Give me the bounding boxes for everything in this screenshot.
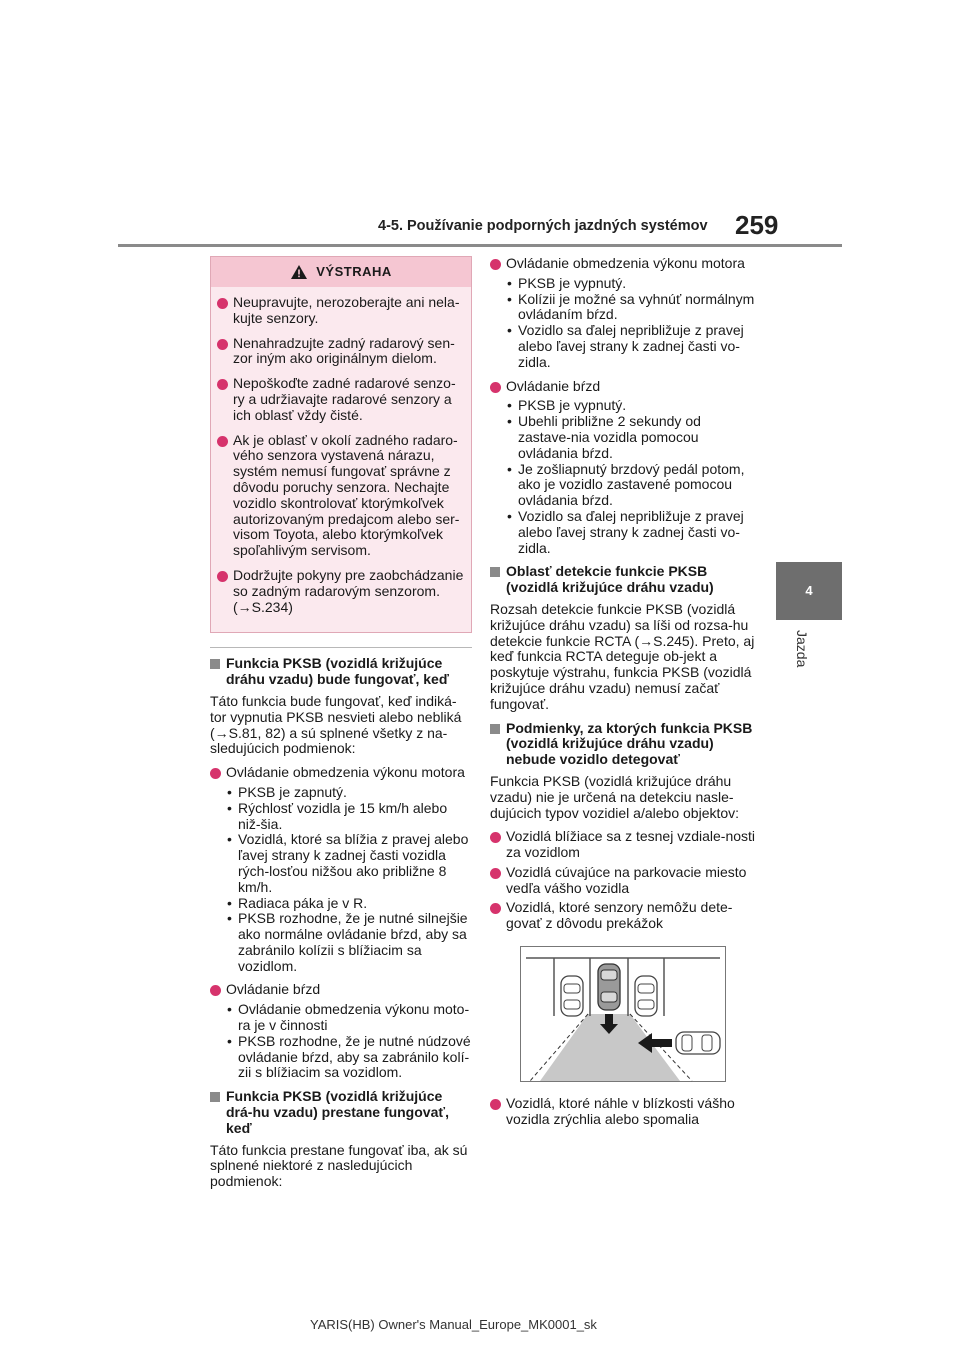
parked-car-right-icon — [635, 976, 657, 1016]
section-divider — [210, 647, 472, 648]
paragraph: Funkcia PKSB (vozidlá križujúce dráhu vzadu) nie je určená na detekciu nasle-dujúcich typov vozidiel a/alebo objektov: — [490, 772, 740, 821]
sub-list — [490, 276, 756, 371]
sub-item: • Vozidlo sa ďalej nepribližuje z pravej alebo ľavej strany k zadnej časti vo-zidla. — [490, 323, 756, 370]
section-heading: Oblasť detekcie funkcie PKSB (vozidlá križujúce dráhu vzadu) — [490, 564, 756, 596]
bullet-dot-icon — [217, 379, 228, 390]
bullet-dot-icon — [217, 298, 228, 309]
warning-title: VÝSTRAHA — [316, 264, 392, 280]
sub-list — [210, 1002, 472, 1081]
own-car-icon — [598, 964, 620, 1010]
warning-item: Neupravujte, nerozoberajte ani nela-kujte senzory. — [217, 295, 465, 327]
bullet-dot-icon — [210, 985, 221, 996]
bullet-dot-icon — [217, 436, 228, 447]
condition-item: Ovládanie bŕzd — [490, 379, 756, 395]
parked-car-left-icon — [561, 976, 583, 1016]
sub-item: • Vozidlo sa ďalej nepribližuje z pravej alebo ľavej strany k zadnej časti vo-zidla. — [490, 509, 756, 556]
condition-item: Ovládanie obmedzenia výkonu motora — [210, 765, 472, 781]
sub-item: • PKSB je vypnutý. — [490, 398, 756, 414]
sub-item: • PKSB rozhodne, že je nutné silnejšie ako normálne ovládanie bŕzd, aby sa zabránilo kolízii s blížiacim sa vozidlom. — [210, 911, 472, 974]
square-bullet-icon — [210, 659, 220, 669]
condition-item: Ovládanie bŕzd — [210, 982, 472, 998]
bullet-dot-icon — [210, 768, 221, 779]
square-bullet-icon — [490, 724, 500, 734]
square-bullet-icon — [490, 567, 500, 577]
sub-item: • Rýchlosť vozidla je 15 km/h alebo niž-šia. — [210, 801, 472, 833]
warning-item: Ak je oblasť v okolí zadného radaro-vého senzora vystavená nárazu, systém nemusí fungovať správne z dôvodu poruchy senzora. Nechajte vozidlo skontrolovať ktorýmkoľvek autorizovaným predajcom alebo ser-visom Toyota, alebo ktorýmkoľvek spoľahlivým servisom. — [217, 433, 465, 559]
sub-item: • Kolízii je možné sa vyhnúť normálnym ovládaním bŕzd. — [490, 292, 756, 324]
condition-item: Vozidlá blížiace sa z tesnej vzdiale-nosti za vozidlom — [490, 829, 756, 861]
bullet-dot-icon — [490, 868, 501, 879]
chapter-tab: 4 — [776, 562, 842, 620]
warning-triangle-icon — [290, 264, 308, 280]
bullet-dot-icon — [490, 382, 501, 393]
chapter-label — [790, 630, 830, 680]
square-bullet-icon — [210, 1092, 220, 1102]
bullet-dot-icon — [490, 832, 501, 843]
sub-item: • Radiaca páka je v R. — [210, 896, 472, 912]
section-heading: Funkcia PKSB (vozidlá križujúce drá-hu vzadu) prestane fungovať, keď — [210, 1089, 472, 1136]
bullet-dot-icon — [490, 259, 501, 270]
page-number: 259 — [735, 210, 779, 240]
left-column — [210, 256, 472, 1198]
chapter-label-text: Jazda — [794, 630, 810, 668]
warning-box — [210, 256, 472, 633]
bullet-dot-icon — [217, 339, 228, 350]
header-divider — [118, 244, 842, 247]
sub-item: • Je zošliapnutý brzdový pedál potom, ako je vozidlo zastavené pomocou ovládania bŕzd. — [490, 462, 756, 509]
paragraph: Táto funkcia prestane fungovať iba, ak sú splnené niektoré z nasledujúcich podmienok: — [210, 1141, 468, 1190]
warning-header — [211, 257, 471, 287]
bullet-dot-icon — [490, 903, 501, 914]
parking-illustration — [520, 946, 726, 1082]
sub-list — [210, 785, 472, 975]
paragraph: Rozsah detekcie funkcie PKSB (vozidlá križujúce dráhu vzadu) sa líši od rozsa-hu detekcie funkcie RCTA (→S.245). Preto, aj keď funkcia RCTA deteguje ob-jekt a poskytuje výstrahu, funkcia PKSB (vozidlá križujúce dráhu vzadu) nemusí začať fungovať. — [490, 600, 755, 712]
condition-item: Vozidlá, ktoré senzory nemôžu dete-govať z dôvodu prekážok — [490, 900, 756, 932]
approaching-car-icon — [676, 1032, 720, 1054]
bullet-dot-icon — [217, 571, 228, 582]
warning-body — [211, 287, 471, 615]
warning-item: Nenahradzujte zadný radarový sen-zor iným ako originálnym dielom. — [217, 336, 465, 368]
sub-item: • Vozidlá, ktoré sa blížia z pravej alebo ľavej strany k zadnej časti vozidla rých-losťou nižšou ako približne 8 km/h. — [210, 832, 472, 895]
condition-item: Ovládanie obmedzenia výkonu motora — [490, 256, 756, 272]
sub-item: • PKSB je zapnutý. — [210, 785, 472, 801]
condition-item: Vozidlá cúvajúce na parkovacie miesto vedľa vášho vozidla — [490, 865, 756, 897]
paragraph: Táto funkcia bude fungovať, keď indiká-tor vypnutia PKSB nesvieti alebo nebliká (→S.81, 82) a sú splnené všetky z na-sledujúcich podmienok: — [210, 692, 462, 757]
section-heading: Funkcia PKSB (vozidlá križujúce dráhu vzadu) bude fungovať, keď — [210, 656, 472, 688]
warning-item: Dodržujte pokyny pre zaobchádzanie so zadným radarovým senzorom. (→S.234) — [217, 568, 465, 615]
section-header: 4-5. Používanie podporných jazdných systémov — [378, 218, 708, 234]
bullet-dot-icon — [490, 1099, 501, 1110]
warning-item: Nepoškoďte zadné radarové senzo-ry a udržiavajte radarové senzory a ich oblasť vždy čisté. — [217, 376, 465, 423]
sub-list — [490, 398, 756, 556]
sub-item: • Ovládanie obmedzenia výkonu moto-ra je v činnosti — [210, 1002, 472, 1034]
condition-item: Vozidlá, ktoré náhle v blízkosti vášho vozidla zrýchlia alebo spomalia — [490, 1096, 756, 1128]
footer-text: YARIS(HB) Owner's Manual_Europe_MK0001_sk — [310, 1317, 597, 1332]
sub-item: • Ubehli približne 2 sekundy od zastave-nia vozidla pomocou ovládania bŕzd. — [490, 414, 756, 461]
section-heading: Podmienky, za ktorých funkcia PKSB (vozidlá križujúce dráhu vzadu) nebude vozidlo detegovať — [490, 721, 756, 768]
sub-item: • PKSB je vypnutý. — [490, 276, 756, 292]
right-column — [490, 256, 756, 1131]
sub-item: • PKSB rozhodne, že je nutné núdzové ovládanie bŕzd, aby sa zabránilo kolí-zii s blížiacim sa vozidlom. — [210, 1034, 472, 1081]
